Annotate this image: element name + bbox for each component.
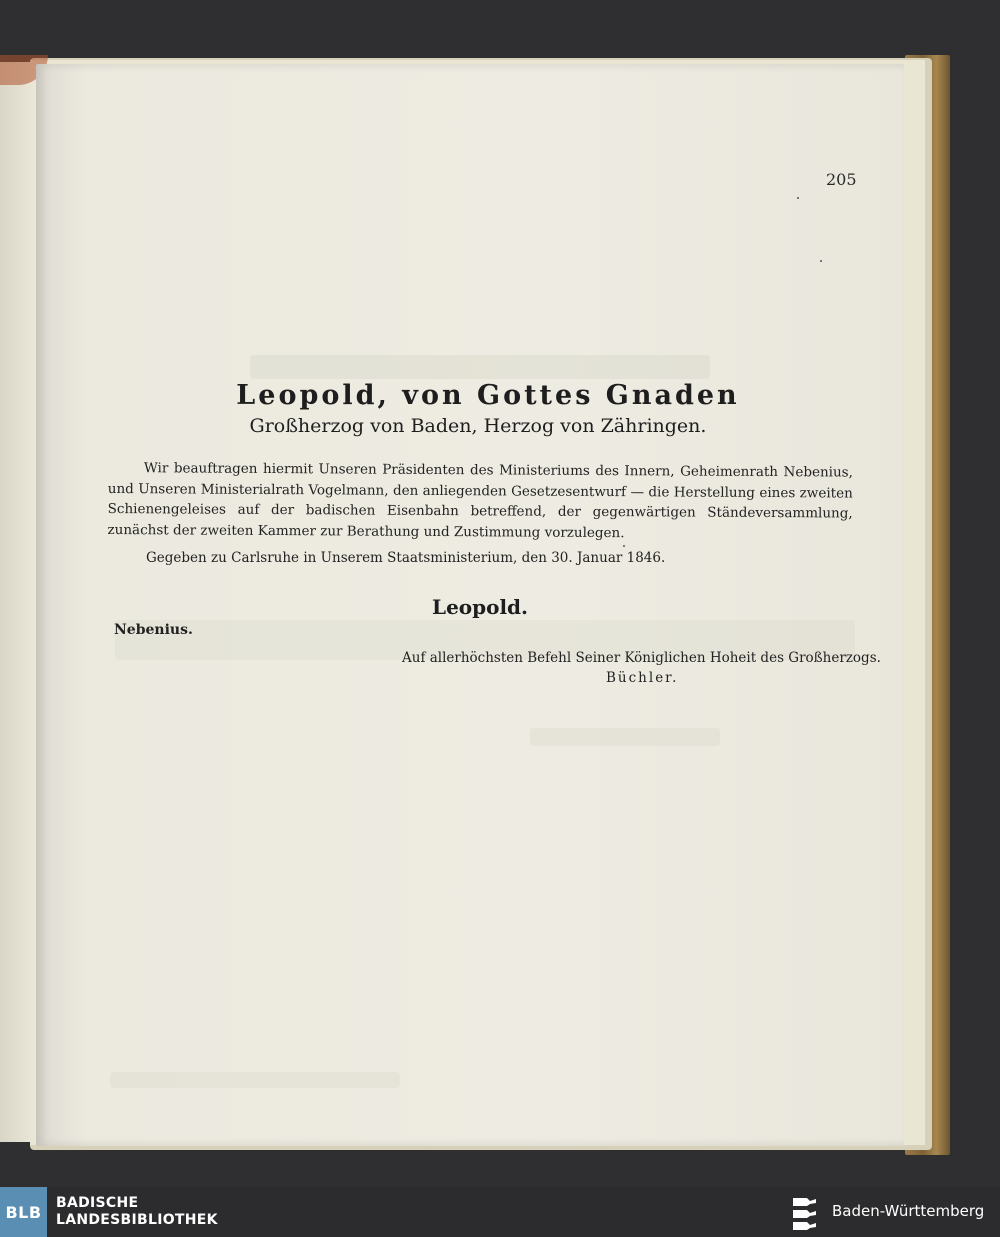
paper-speck xyxy=(797,197,799,199)
blb-logo[interactable]: BLB xyxy=(0,1187,47,1237)
document-subtitle: Großherzog von Baden, Herzog von Zähringen. xyxy=(249,415,707,437)
bleed-through-shadow xyxy=(530,728,720,746)
page-number: 205 xyxy=(826,170,857,189)
library-name[interactable]: BADISCHE LANDESBIBLIOTHEK xyxy=(56,1195,218,1228)
left-page-edge xyxy=(0,62,36,1142)
document-title: Leopold, von Gottes Gnaden xyxy=(236,380,740,411)
order-signature: Büchler. xyxy=(606,670,679,686)
paper-speck xyxy=(820,260,822,262)
bleed-through-shadow xyxy=(110,1072,400,1088)
state-name[interactable]: Baden-Württemberg xyxy=(832,1202,985,1220)
baden-wuerttemberg-lions-icon xyxy=(790,1193,822,1231)
countersignature: Nebenius. xyxy=(114,622,193,638)
viewer-footer xyxy=(0,1187,1000,1237)
bleed-through-shadow xyxy=(250,355,710,379)
paper-speck xyxy=(623,545,625,547)
body-paragraph: Wir beauftragen hiermit Unseren Präsidenten des Ministeriums des Innern, Geheimenrath Nebenius, und Unseren Ministerialrath Vogelmann, den anliegenden Gesetzesentwurf — die Herstellung eines zweiten Schienengeleises auf der badischen Eisenbahn betreffend, der gegenwärtigen Ständeversammlung, zunächst der zweiten Kammer zur Berathung und Zustimmung vorzulegen. xyxy=(107,460,853,541)
dated-line: Gegeben zu Carlsruhe in Unserem Staatsministerium, den 30. Januar 1846. xyxy=(146,550,666,566)
signature-leopold: Leopold. xyxy=(432,595,528,619)
order-line: Auf allerhöchsten Befehl Seiner Königlichen Hoheit des Großherzogs. xyxy=(402,650,881,666)
